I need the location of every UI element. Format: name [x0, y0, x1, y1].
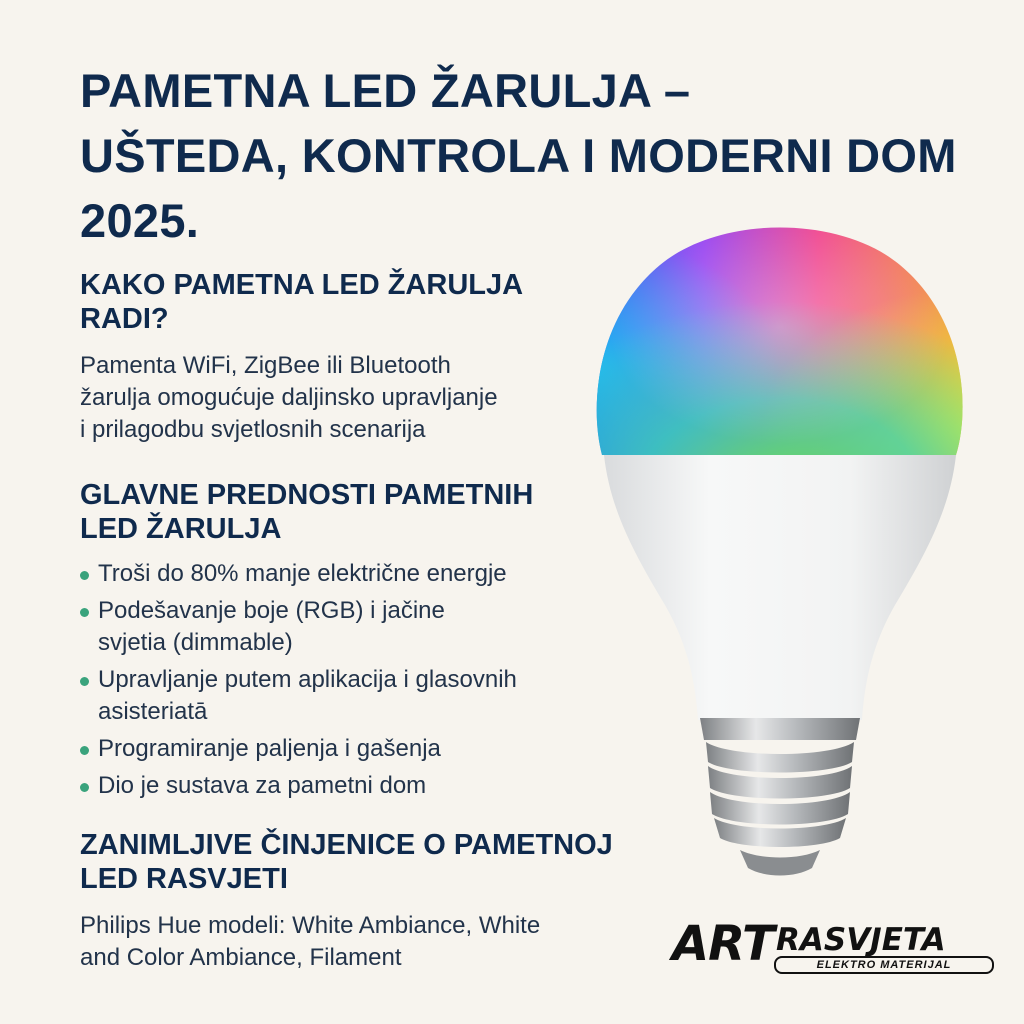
section1-heading-line-2: RADI? — [80, 303, 169, 335]
list-item-text: Podešavanje boje (RGB) i jačine — [98, 597, 445, 624]
list-item-text: Troši do 80% manje električne energje — [98, 560, 507, 587]
section2-heading-line-1: GLAVNE PREDNOSTI PAMETNIH — [80, 479, 534, 511]
benefits-list — [78, 558, 638, 807]
green-dot-icon — [80, 783, 89, 792]
artrasvjeta-logo — [672, 918, 997, 978]
section3-heading-line-1: ZANIMLJIVE ČINJENICE O PAMETNOJ — [80, 829, 613, 861]
bulb-body — [604, 455, 956, 720]
section3-text-line-2: and Color Ambiance, Filament — [80, 944, 402, 971]
section1-heading-line-1: KAKO PAMETNA LED ŽARULJA — [80, 269, 524, 301]
list-item — [78, 595, 638, 659]
logo-subtitle: ELEKTRO MATERIJAL — [774, 956, 994, 974]
title-line-2: UŠTEDA, KONTROLA I MODERNI DOM — [80, 129, 957, 182]
section3-text — [80, 910, 600, 974]
section3-heading — [80, 828, 640, 896]
bulb-dome — [590, 210, 970, 470]
section2-heading-line-2: LED ŽARULJA — [80, 513, 282, 545]
section2-heading — [80, 478, 640, 546]
list-item-text: asisteriatā — [98, 698, 208, 725]
section1-text — [80, 350, 600, 446]
green-dot-icon — [80, 746, 89, 755]
list-item — [78, 770, 638, 802]
list-item — [78, 733, 638, 765]
section1-heading — [80, 268, 640, 336]
bulb-base — [700, 718, 860, 876]
green-dot-icon — [80, 608, 89, 617]
list-item-text: Dio je sustava za pametni dom — [98, 772, 427, 799]
section1-text-line-2: žarulja omogućuje daljinsko upravljanje — [80, 384, 498, 411]
section3-text-line-1: Philips Hue modeli: White Ambiance, White — [80, 912, 541, 939]
green-dot-icon — [80, 677, 89, 686]
title-line-1: PAMETNA LED ŽARULJA – — [80, 64, 691, 117]
list-item — [78, 664, 638, 728]
list-item — [78, 558, 638, 590]
list-item-text: Upravljanje putem aplikacija i glasovnih — [98, 666, 517, 693]
logo-art: ART — [672, 916, 774, 972]
list-item-text: svjetia (dimmable) — [98, 629, 293, 656]
rgb-smart-bulb — [590, 210, 970, 910]
green-dot-icon — [80, 571, 89, 580]
title-line-3: 2025. — [80, 194, 200, 247]
list-item-text: Programiranje paljenja i gašenja — [98, 735, 441, 762]
section3-heading-line-2: LED RASVJETI — [80, 863, 288, 895]
section1-text-line-1: Pamenta WiFi, ZigBee ili Bluetooth — [80, 352, 451, 379]
logo-rasvjeta: RASVJETA — [776, 922, 946, 958]
section1-text-line-3: i prilagodbu svjetlosnih scenarija — [80, 416, 426, 443]
